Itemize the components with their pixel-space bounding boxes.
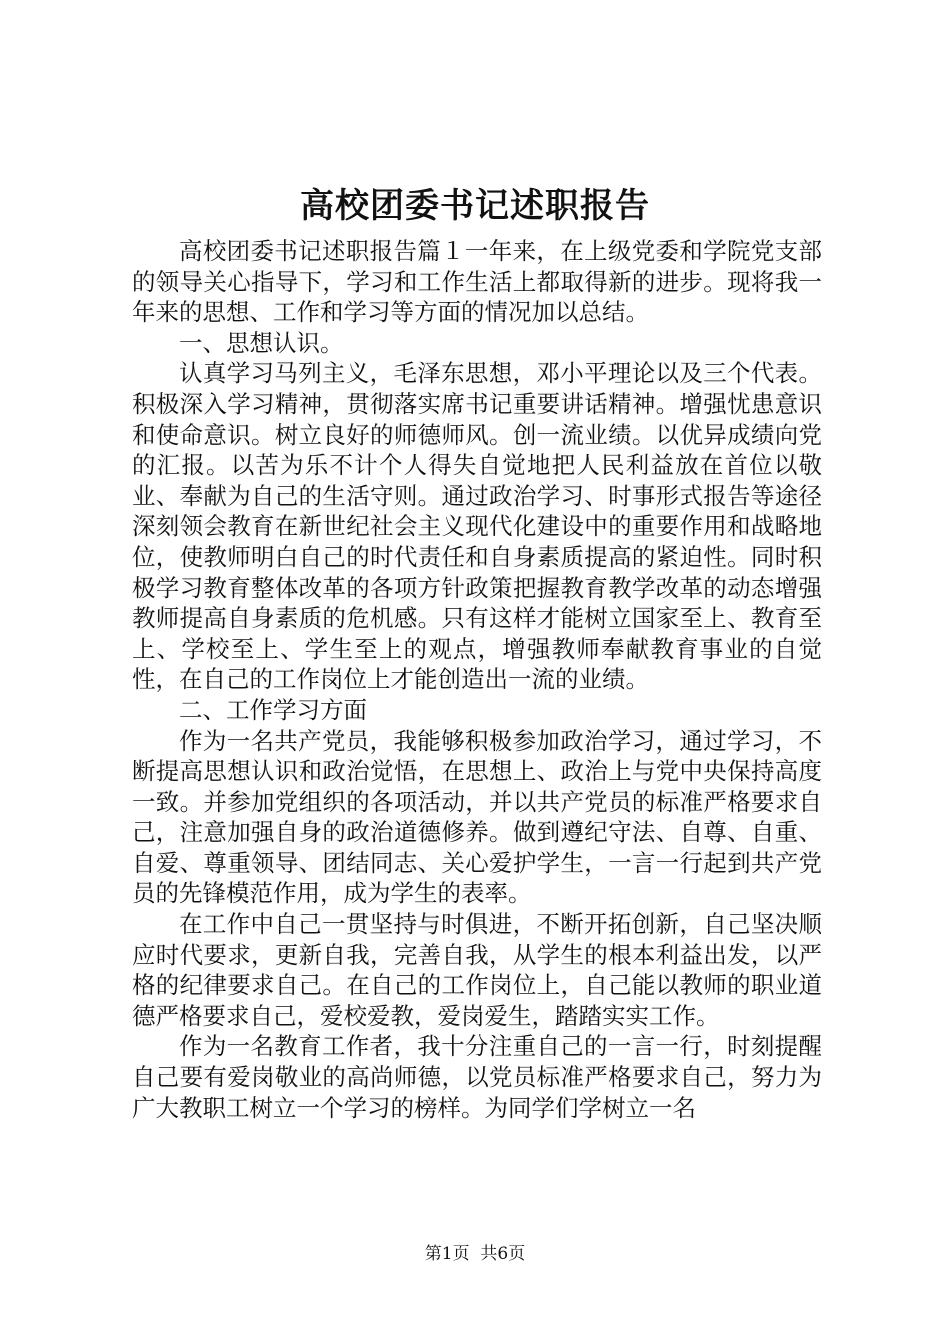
paragraph-work: 在工作中自己一贯坚持与时俱进，不断开拓创新，自己坚决顺应时代要求，更新自我，完善自我，从学生的根本利益出发，以严格的纪律要求自己。在自己的工作岗位上，自己能以教师的职业道德严格要求自己，爱校爱教，爱岗爱生，踏踏实实工作。 [132, 910, 822, 1030]
section-heading-work-study: 二、工作学习方面 [179, 695, 367, 724]
document-body [132, 236, 822, 1123]
document-title: 高校团委书记述职报告 [300, 186, 650, 226]
paragraph-educator: 作为一名教育工作者，我十分注重自己的一言一行，时刻提醒自己要有爱岗敬业的高尚师德，以党员标准严格要求自己，努力为广大教职工树立一个学习的榜样。为同学们学树立一名 [132, 1032, 822, 1122]
paragraph-party-member: 作为一名共产党员，我能够积极参加政治学习，通过学习，不断提高思想认识和政治觉悟，在思想上、政治上与党中央保持高度一致。并参加党组织的各项活动，并以共产党员的标准严格要求自己，注意加强自身的政治道德修养。做到遵纪守法、自尊、自重、自爱、尊重领导、团结同志、关心爱护学生，一言一行起到共产党员的先锋模范作用，成为学生的表率。 [132, 726, 822, 908]
page-footer [0, 1243, 950, 1265]
paragraph-intro: 高校团委书记述职报告篇１一年来，在上级党委和学院党支部的领导关心指导下，学习和工作生活上都取得新的进步。现将我一年来的思想、工作和学习等方面的情况加以总结。 [132, 237, 822, 327]
page-total: 共6页 [480, 1244, 526, 1264]
paragraph-ideology: 认真学习马列主义，毛泽东思想，邓小平理论以及三个代表。积极深入学习精神，贯彻落实席书记重要讲话精神。增强忧患意识和使命意识。树立良好的师德师风。创一流业绩。以优异成绩向党的汇报。以苦为乐不计个人得失自觉地把人民利益放在首位以敬业、奉献为自己的生活守则。通过政治学习、时事形式报告等途径深刻领会教育在新世纪社会主义现代化建设中的重要作用和战略地位，使教师明白自己的时代责任和自身素质提高的紧迫性。同时积极学习教育整体改革的各项方针政策把握教育教学改革的动态增强教师提高自身素质的危机感。只有这样才能树立国家至上、教育至上、学校至上、学生至上的观点，增强教师奉献教育事业的自觉性，在自己的工作岗位上才能创造出一流的业绩。 [132, 359, 822, 694]
page-number: 第1页 [424, 1244, 470, 1264]
section-heading-ideology: 一、思想认识。 [179, 328, 344, 357]
